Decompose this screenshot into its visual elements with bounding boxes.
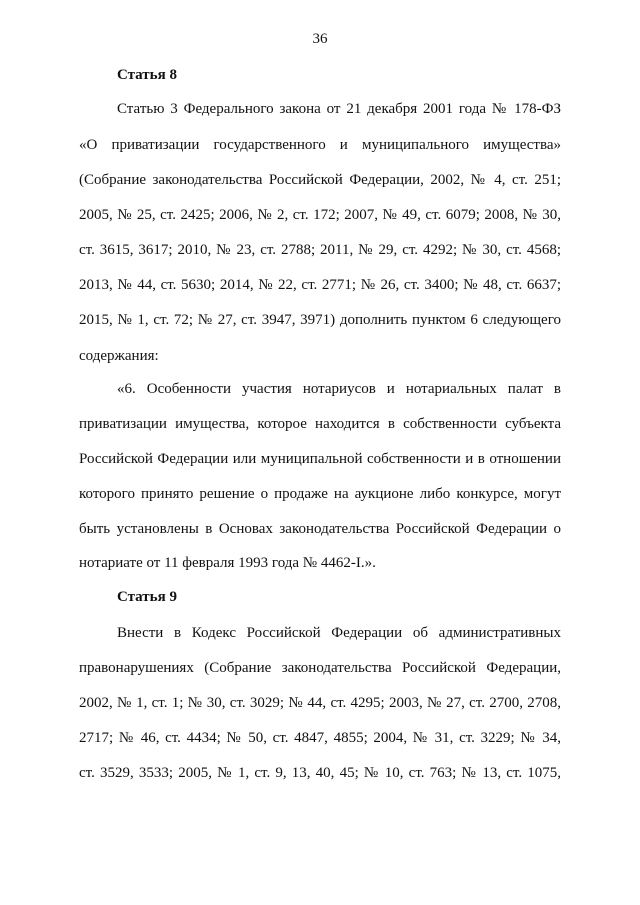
- text-line: правонарушениях (Собрание законодательства Российской Федерации,: [79, 660, 561, 676]
- text-line: «О приватизации государственного и муниципального имущества»: [79, 137, 561, 153]
- page-number: 36: [312, 31, 328, 47]
- text-line: быть установлены в Основах законодательства Российской Федерации о: [79, 521, 561, 537]
- text-line: 2015, № 1, ст. 72; № 27, ст. 3947, 3971) дополнить пунктом 6 следующего: [79, 312, 561, 328]
- text-line: Статью 3 Федерального закона от 21 декабря 2001 года № 178-ФЗ: [117, 101, 561, 117]
- article-9-heading: Статья 9: [117, 589, 177, 605]
- text-line: 2002, № 1, ст. 1; № 30, ст. 3029; № 44, ст. 4295; 2003, № 27, ст. 2700, 2708,: [79, 695, 561, 711]
- text-line: которого принято решение о продаже на аукционе либо конкурсе, могут: [79, 486, 561, 502]
- text-line: нотариате от 11 февраля 1993 года № 4462-I.».: [79, 555, 376, 571]
- article-8-heading: Статья 8: [117, 67, 177, 83]
- text-line: Российской Федерации или муниципальной собственности и в отношении: [79, 451, 561, 467]
- text-line: «6. Особенности участия нотариусов и нотариальных палат в: [117, 381, 561, 397]
- text-line: Внести в Кодекс Российской Федерации об административных: [117, 625, 561, 641]
- text-line: приватизации имущества, которое находится в собственности субъекта: [79, 416, 561, 432]
- text-line: 2005, № 25, ст. 2425; 2006, № 2, ст. 172; 2007, № 49, ст. 6079; 2008, № 30,: [79, 207, 561, 223]
- text-line: (Собрание законодательства Российской Федерации, 2002, № 4, ст. 251;: [79, 172, 561, 188]
- text-line: ст. 3529, 3533; 2005, № 1, ст. 9, 13, 40, 45; № 10, ст. 763; № 13, ст. 1075,: [79, 765, 561, 781]
- text-line: содержания:: [79, 348, 159, 364]
- text-line: 2013, № 44, ст. 5630; 2014, № 22, ст. 2771; № 26, ст. 3400; № 48, ст. 6637;: [79, 277, 561, 293]
- text-line: ст. 3615, 3617; 2010, № 23, ст. 2788; 2011, № 29, ст. 4292; № 30, ст. 4568;: [79, 242, 561, 258]
- text-line: 2717; № 46, ст. 4434; № 50, ст. 4847, 4855; 2004, № 31, ст. 3229; № 34,: [79, 730, 561, 746]
